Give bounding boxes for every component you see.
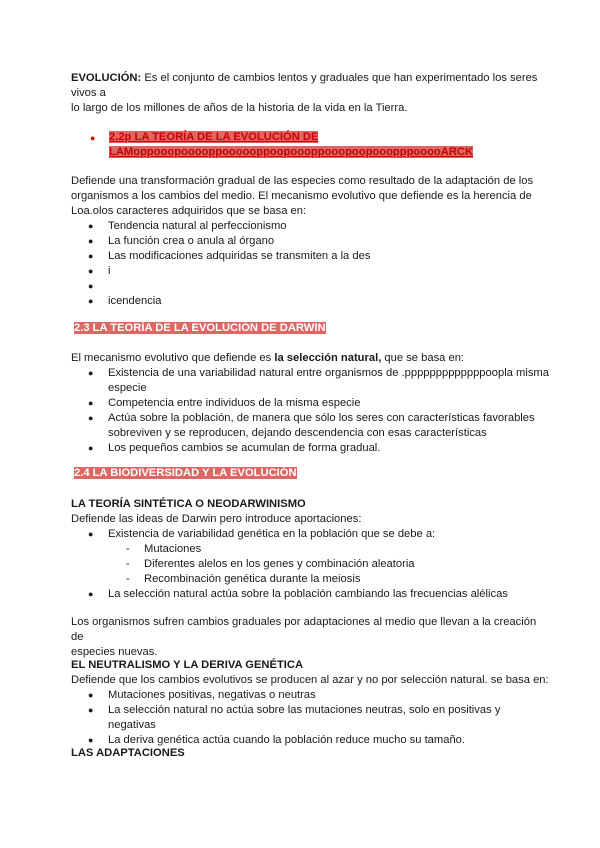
list-item — [71, 411, 551, 441]
darwin-lead-b: la selección natural, — [274, 352, 382, 364]
neodarwinism-heading: LA TEORÍA SINTÉTICA O NEODARWINISMO — [71, 498, 306, 510]
sub-list-item: - Mutaciones — [71, 542, 551, 557]
list-item: ● La función crea o anula al órgano — [71, 234, 551, 249]
lamarck-list — [71, 219, 551, 309]
lamarck-heading-line1: 2.2p LA TEORÍA DE LA EVOLUCIÓN DE — [109, 131, 319, 143]
list-item: ● i — [71, 264, 551, 279]
list-item: ● Competencia entre individuos de la misma especie — [71, 396, 551, 411]
list-item: ● icendencia — [71, 294, 551, 309]
darwin-heading — [74, 321, 554, 336]
list-item — [71, 366, 551, 396]
lamarck-para-line3: Loa.olos caracteres adquiridos que se basa en: — [71, 205, 307, 217]
darwin-b1a: Existencia de una variabilidad natural entre organismos de .pppppppppppppoopla misma — [108, 367, 549, 379]
list-item: ● Mutaciones positivas, negativas o neutras — [71, 688, 551, 703]
biodiv-para-line2: especies nuevas. — [71, 646, 158, 658]
neodarwinism-lead: Defiende las ideas de Darwin pero introduce aportaciones: — [71, 513, 362, 525]
biodiv-heading-text: 2.4 LA BIODIVERSIDAD Y LA EVOLUCIÓN — [74, 467, 297, 479]
intro-paragraph — [71, 71, 551, 116]
lamarck-heading — [109, 130, 589, 160]
darwin-section — [71, 351, 551, 456]
adaptations-heading: LAS ADAPTACIONES — [71, 747, 185, 759]
biodiv-paragraph — [71, 615, 551, 660]
darwin-heading-text: 2.3 LA TEORÍA DE LA EVOLUCIÓN DE DARWIN — [74, 322, 326, 334]
darwin-list — [71, 366, 551, 456]
biodiv-section — [71, 497, 551, 602]
darwin-lead-c: que se basa en: — [381, 352, 465, 364]
list-item: ● Tendencia natural al perfeccionismo — [71, 219, 551, 234]
lamarck-para-line2: organismos a los cambios del medio. El mecanismo evolutivo que defiende es la herencia de — [71, 190, 532, 202]
neutralism-list — [71, 688, 551, 748]
list-item: ● Las modificaciones adquiridas se transmiten a la des — [71, 249, 551, 264]
darwin-b1b: especie — [108, 382, 147, 394]
neodarwinism-list — [71, 527, 551, 602]
biodiv-heading — [74, 466, 554, 481]
darwin-b3a: Actúa sobre la población, de manera que sólo los seres con características favorables — [108, 412, 535, 424]
biodiv-para-line1: Los organismos sufren cambios graduales por adaptaciones al medio que llevan a la creación de — [71, 616, 537, 643]
list-item: ● Existencia de variabilidad genética en la población que se debe a: — [71, 527, 551, 542]
neutralism-heading: EL NEUTRALISMO Y LA DERIVA GENÉTICA — [71, 659, 304, 671]
sub-list-item: - Recombinación genética durante la meiosis — [71, 572, 551, 587]
lamarck-para-line1: Defiende una transformación gradual de las especies como resultado de la adaptación de los — [71, 175, 534, 187]
list-item: ● La selección natural actúa sobre la población cambiando las frecuencias alélicas — [71, 587, 551, 602]
list-item: ● La deriva genética actúa cuando la población reduce mucho su tamaño. — [71, 733, 551, 748]
intro-term: EVOLUCIÓN: — [71, 72, 142, 84]
list-item: ● La selección natural no actúa sobre las mutaciones neutras, solo en positivas y negativas — [71, 703, 551, 733]
neutralism-section — [71, 658, 551, 748]
intro-line2: lo largo de los millones de años de la historia de la vida en la Tierra. — [71, 102, 408, 114]
heading-bullet-icon: ● — [90, 133, 96, 143]
list-item: ● Los pequeños cambios se acumulan de forma gradual. — [71, 441, 551, 456]
sub-list-item: - Diferentes alelos en los genes y combinación aleatoria — [71, 557, 551, 572]
darwin-lead-a: El mecanismo evolutivo que defiende es — [71, 352, 275, 364]
intro-line1: Es el conjunto de cambios lentos y graduales que han experimentado los seres vivos a — [71, 72, 538, 99]
lamarck-heading-line2: LAMoppooopooooppoooooppoopoooppooopoopooopppooooARCK — [109, 146, 474, 158]
list-item — [71, 279, 551, 294]
neutralism-lead: Defiende que los cambios evolutivos se producen al azar y no por selección natural. se basa en: — [71, 674, 549, 686]
lamarck-paragraph — [71, 174, 551, 309]
darwin-b3b: sobreviven y se reproducen, dejando descendencia con esas características — [108, 427, 487, 439]
adaptations-section — [71, 746, 551, 761]
